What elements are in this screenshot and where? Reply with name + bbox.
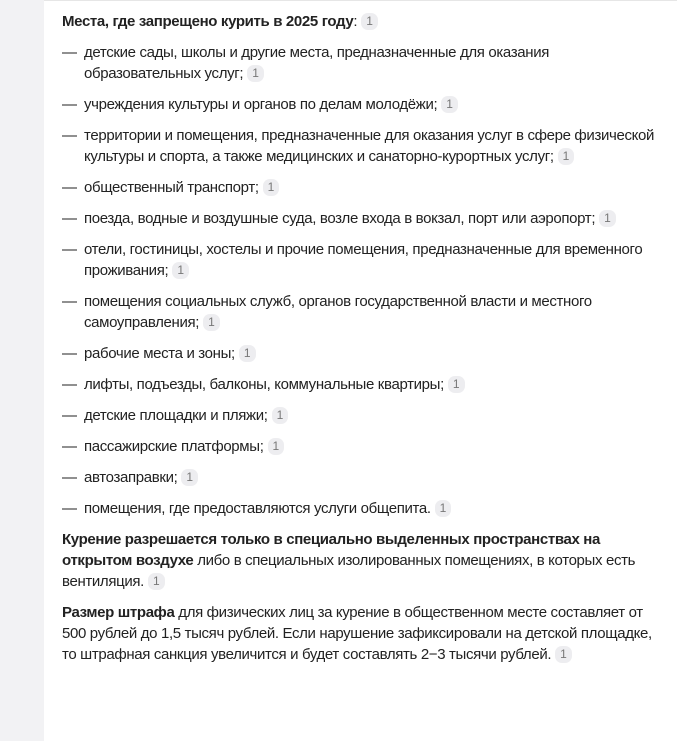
paragraph-fine <box>62 602 662 665</box>
dash-marker: — <box>62 376 77 393</box>
dash-marker: — <box>62 44 77 61</box>
source-ref-badge[interactable]: 1 <box>268 438 285 455</box>
list-item <box>62 239 662 281</box>
dash-marker: — <box>62 241 77 258</box>
source-ref-badge[interactable]: 1 <box>555 646 572 663</box>
list-heading <box>62 11 662 32</box>
list-item <box>62 291 662 333</box>
list-item-text: детские площадки и пляжи; <box>84 407 268 424</box>
source-ref-badge[interactable]: 1 <box>361 13 378 30</box>
list-item-text: учреждения культуры и органов по делам молодёжи; <box>84 96 438 113</box>
list-item-text: помещения, где предоставляются услуги общепита. <box>84 500 431 517</box>
list-item <box>62 405 662 426</box>
list-item <box>62 436 662 457</box>
heading-suffix: : <box>353 13 358 30</box>
list-item <box>62 208 662 229</box>
source-ref-badge[interactable]: 1 <box>181 469 198 486</box>
answer-card <box>44 0 677 741</box>
list-item-text: детские сады, школы и другие места, предназначенные для оказания образовательных услуг; <box>84 44 549 82</box>
source-ref-badge[interactable]: 1 <box>272 407 289 424</box>
source-ref-badge[interactable]: 1 <box>263 179 280 196</box>
list-item <box>62 374 662 395</box>
dash-marker: — <box>62 407 77 424</box>
answer-content <box>62 11 662 675</box>
dash-marker: — <box>62 127 77 144</box>
source-ref-badge[interactable]: 1 <box>203 314 220 331</box>
list-item <box>62 125 662 167</box>
source-ref-badge[interactable]: 1 <box>172 262 189 279</box>
list-item <box>62 343 662 364</box>
list-item <box>62 467 662 488</box>
source-ref-badge[interactable]: 1 <box>441 96 458 113</box>
para1-bold: Курение разрешается только в специально выделенных пространствах на открытом воздухе <box>62 531 600 569</box>
list-item-text: территории и помещения, предназначенные для оказания услуг в сфере физической культуры и спорта, а также медицинских и санаторно-курортных услуг; <box>84 127 655 165</box>
list-item-text: помещения социальных служб, органов государственной власти и местного самоуправления; <box>84 293 592 331</box>
paragraph-allowed <box>62 529 662 592</box>
source-ref-badge[interactable]: 1 <box>435 500 452 517</box>
list-item <box>62 498 662 519</box>
source-ref-badge[interactable]: 1 <box>448 376 465 393</box>
source-ref-badge[interactable]: 1 <box>247 65 264 82</box>
prohibited-places-list <box>62 42 662 519</box>
para2-bold: Размер штрафа <box>62 604 175 621</box>
list-item-text: пассажирские платформы; <box>84 438 264 455</box>
source-ref-badge[interactable]: 1 <box>148 573 165 590</box>
para1-text: либо в специальных изолированных помещениях, в которых есть вентиляция. <box>62 552 636 590</box>
dash-marker: — <box>62 96 77 113</box>
list-item <box>62 94 662 115</box>
heading-bold: Места, где запрещено курить в 2025 году <box>62 13 354 30</box>
list-item-text: рабочие места и зоны; <box>84 345 235 362</box>
source-ref-badge[interactable]: 1 <box>558 148 575 165</box>
list-item-text: автозаправки; <box>84 469 178 486</box>
dash-marker: — <box>62 345 77 362</box>
list-item-text: общественный транспорт; <box>84 179 259 196</box>
list-item-text: поезда, водные и воздушные суда, возле входа в вокзал, порт или аэропорт; <box>84 210 596 227</box>
list-item-text: лифты, подъезды, балконы, коммунальные квартиры; <box>84 376 444 393</box>
dash-marker: — <box>62 210 77 227</box>
list-item <box>62 42 662 84</box>
para2-text: для физических лиц за курение в общественном месте составляет от 500 рублей до 1,5 тысяч рублей. Если нарушение зафиксировали на детской площадке, то штрафная санкция увеличится и будет составлять 2−3 тысячи рублей. <box>62 604 652 663</box>
source-ref-badge[interactable]: 1 <box>239 345 256 362</box>
list-item <box>62 177 662 198</box>
dash-marker: — <box>62 293 77 310</box>
list-item-text: отели, гостиницы, хостелы и прочие помещения, предназначенные для временного проживания; <box>84 241 643 279</box>
source-ref-badge[interactable]: 1 <box>599 210 616 227</box>
dash-marker: — <box>62 469 77 486</box>
dash-marker: — <box>62 179 77 196</box>
dash-marker: — <box>62 500 77 517</box>
dash-marker: — <box>62 438 77 455</box>
